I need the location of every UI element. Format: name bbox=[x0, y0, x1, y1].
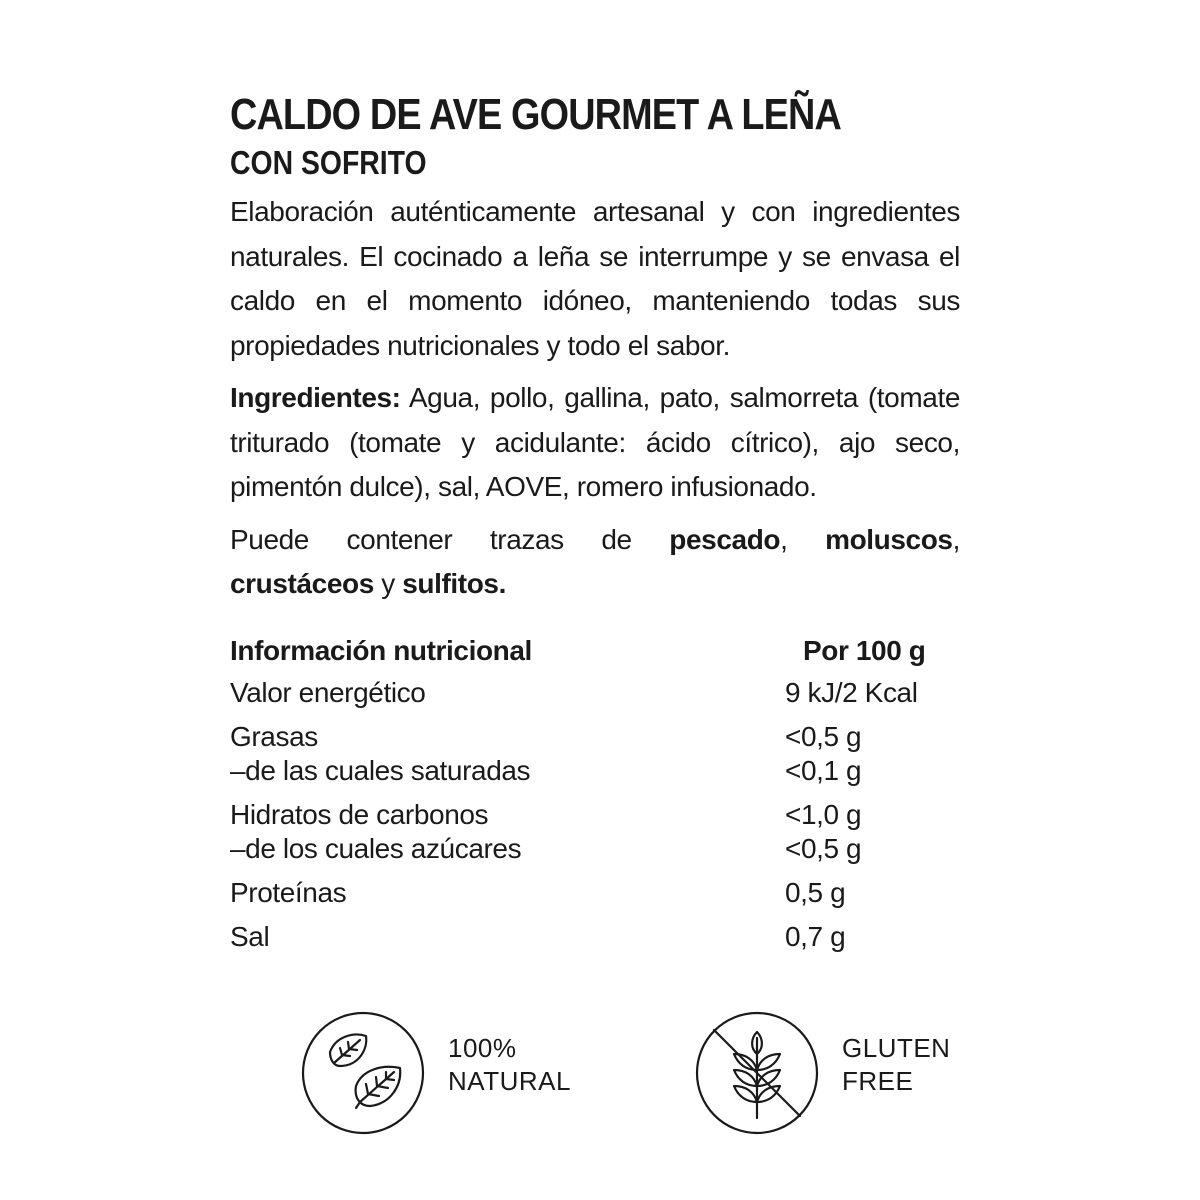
nutrient-name: –de los cuales azúcares bbox=[230, 833, 522, 864]
nutrition-header-label: Información nutricional bbox=[230, 635, 532, 666]
nutrient-value: 0,5 g bbox=[785, 877, 846, 908]
nutrition-row-fat bbox=[230, 720, 960, 754]
nutrient-value: <0,5 g bbox=[785, 721, 862, 752]
nutrient-name: Sal bbox=[230, 921, 270, 952]
nutrition-row-salt bbox=[230, 920, 960, 954]
natural-badge-text bbox=[448, 1032, 571, 1098]
allergen-sulfitos: sulfitos bbox=[402, 568, 499, 599]
product-label bbox=[230, 88, 960, 615]
allergens-paragraph bbox=[230, 518, 960, 607]
nutrition-row-sugars bbox=[230, 832, 960, 866]
allergen-crustaceos: crustáceos bbox=[230, 568, 374, 599]
nutrition-row-carbs bbox=[230, 798, 960, 832]
ingredients-text: Agua, pollo, gallina, pato, salmorreta (tomate triturado (tomate y acidulante: ácido cítrico), ajo seco, pimentón dulce), sal, AOVE, romero infusionado. bbox=[230, 382, 960, 502]
nutrient-name: Grasas bbox=[230, 721, 318, 752]
product-title: CALDO DE AVE GOURMET A LEÑA bbox=[230, 90, 841, 139]
nutrition-header-value: Por 100 g bbox=[803, 635, 926, 666]
gluten-badge-text bbox=[842, 1032, 950, 1098]
nutrient-value: <1,0 g bbox=[785, 799, 862, 830]
badges bbox=[300, 1010, 980, 1140]
nutrition-table bbox=[230, 634, 960, 954]
allergen-separator: y bbox=[373, 568, 403, 599]
allergen-pescado: pescado bbox=[669, 523, 781, 555]
allergens-prefix: Puede contener trazas de bbox=[230, 523, 670, 555]
ingredients-paragraph bbox=[230, 376, 960, 510]
nutrition-row-energy bbox=[230, 676, 960, 710]
nutrient-value: <0,5 g bbox=[785, 833, 862, 864]
gluten-badge-line2: FREE bbox=[842, 1066, 914, 1096]
nutrient-name: –de las cuales saturadas bbox=[230, 755, 531, 786]
allergen-separator: , bbox=[952, 523, 960, 555]
gluten-badge-line1: GLUTEN bbox=[842, 1033, 951, 1063]
natural-badge-line2: NATURAL bbox=[448, 1066, 571, 1096]
allergen-moluscos: moluscos bbox=[825, 523, 953, 555]
allergen-end: . bbox=[498, 568, 506, 599]
product-description: Elaboración auténticamente artesanal y con ingredientes naturales. El cocinado a leña se interrumpe y se envasa el caldo en el momento idóneo, manteniendo todas sus propiedades nutricionales y todo el sabor. bbox=[230, 196, 960, 361]
nutrition-row-saturated bbox=[230, 754, 960, 788]
natural-badge-line1: 100% bbox=[448, 1033, 517, 1063]
crossed-wheat-icon bbox=[694, 1010, 820, 1136]
ingredients-label: Ingredientes: bbox=[230, 382, 401, 413]
nutrient-value: 0,7 g bbox=[785, 921, 846, 952]
product-subtitle: CON SOFRITO bbox=[230, 144, 427, 181]
nutrient-name: Proteínas bbox=[230, 877, 347, 908]
nutrient-value: <0,1 g bbox=[785, 755, 862, 786]
nutrition-row-protein bbox=[230, 876, 960, 910]
nutrition-header bbox=[230, 634, 960, 676]
nutrient-name: Valor energético bbox=[230, 677, 426, 708]
leaves-icon bbox=[300, 1010, 426, 1136]
nutrient-value: 9 kJ/2 Kcal bbox=[785, 677, 918, 708]
allergen-separator: , bbox=[780, 523, 826, 555]
nutrient-name: Hidratos de carbonos bbox=[230, 799, 489, 830]
